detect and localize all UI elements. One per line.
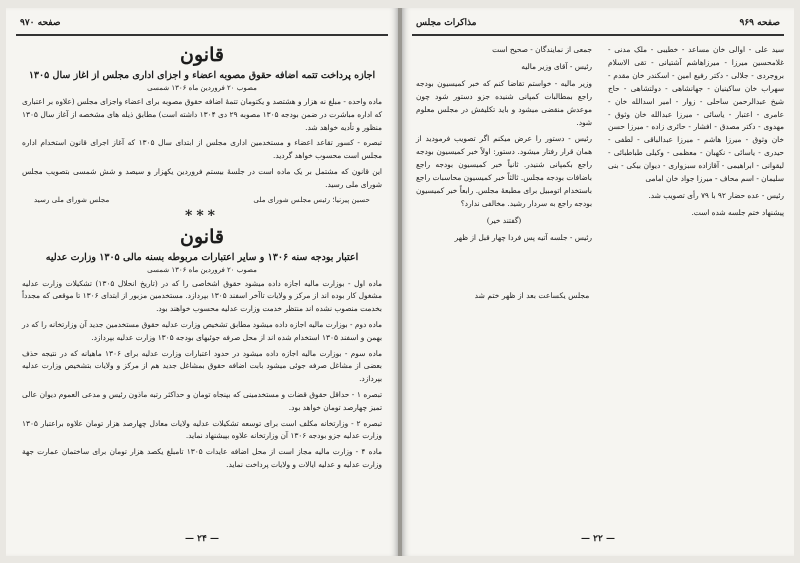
law1-signature [34, 195, 370, 204]
law2-approved: مصوب ۲۰ فروردین ماه ۱۳۰۶ شمسی [147, 265, 257, 274]
right-page-header [416, 18, 780, 32]
left-page-footer: — ۲۴ — [185, 534, 219, 544]
right-page-number: صفحه ۹۶۹ [739, 18, 780, 28]
law1-paragraph: ماده واحده - مبلغ نه هزار و هشتصد و یکتومان تتمهٔ اضافه حقوق مصوبه برای اعضاء واجزای مجلس (علاوه بر اعتباری که اداره مباشرت در ضمن بودجه ۱۳۰۵ مصوبه ۲۹ دی ۱۳۰۴ داشته است) مطابق ذیله های مشخصه از آغاز سال ۱۳۰۵ منظور و تأدیه خواهد شد. [22, 97, 382, 132]
right-column [608, 44, 784, 224]
law1-subtitle: اجازه پرداخت تتمه اضافه حقوق مصوبه اعضاء و اجزای اداری مجلس از اغاز سال ۱۳۰۵ [28, 70, 376, 81]
vote-result: رئیس - عده حضار ۹۲ با ۷۹ رأی تصویب شد. [648, 190, 784, 200]
law2-paragraph: تبصره ۱ - حداقل حقوق قضات و مستخدمینی که بپنجاه تومان و حداکثر رتبه ماذون رئیس و مدعی العموم دیوان عالی تمیز چهارصد تومان خواهد بود. [22, 389, 382, 412]
law2-title: قانون [180, 225, 224, 248]
header-rule [16, 34, 388, 36]
left-column [416, 44, 592, 249]
speech: رئیس - دستور را عرض میکنم اگر تصویب فرمودید از همان قرار رفتار میشود. دستور: اولاً خبر کمیسیون بودجه راجع بکمپانی شنیدر. ثانیاً خبر کمیسیون بودجه راجع باضافات بودجه مجلس. ثالثاً خبر کمیسیون محاسبات راجع باستخدام اتومبیل برای مطبعهٔ مجلس. رابعاً خبر کمیسیون بودجه راجع به سردار رشید. مخالفی ندارد؟ [416, 134, 592, 208]
law1-title: قانون [180, 44, 224, 66]
signature-left: مجلس شورای ملی رسید [34, 194, 110, 204]
right-page [402, 8, 794, 556]
right-page-footer: — ۲۲ — [581, 534, 615, 544]
speech: رئیس - آقای وزیر مالیه [521, 61, 592, 71]
law2-paragraph: ماده سوم - بوزارت مالیه اجازه داده میشود در حدود اعتبارات وزارت عدلیه برای ۱۳۰۶ ماهیانه که در نتیجه حذف بعضی از مشاغل صرفه جوئی میشود بابت اضافه حقوق بمشاغل جدید هم از مرکز و ولایات بتشخیص وزارت عدلیه بپردازد. [22, 348, 382, 384]
section-separator: *** [185, 207, 219, 224]
speech: جمعی از نمایندگان - صحیح است [492, 45, 592, 54]
law2-paragraph: ماده ۴ - وزارت مالیه مجاز است از محل اضافه عایدات ۱۳۰۵ تامبلغ یکصد هزار تومان برای ساختمان عمارت جهة وزارت عدلیه و عدلیه ایالات و ولایات پرداخت نماید. [22, 447, 382, 469]
audience-note: (گفتند خیر) [486, 215, 522, 225]
law2-paragraph: تبصره ۲ - وزارتخانه مکلف است برای توسعه تشکیلات عدلیه ولایات معادل چهارصد هزار تومان علاوه براعتبار ۱۳۰۵ وزارت عدلیه جزو بودجه ۱۳۰۶ آن وزارتخانه علاوه بپیشنهاد نماید. [22, 418, 383, 441]
law2-paragraph: ماده اول - بوزارت مالیه اجازه داده میشود حقوق اشخاصی را که در (تاریخ انحلال ۱۳۰۵) تشکیلات وزارت عدلیه مشغول کار بوده اند از مرکز و ولایات تاآخر اسفند ۱۳۰۵ بپردازد. مستخدمین مزبور از ابتدای ۱۳۰۶ تا موقعی که مجدداً بخدمت منصوب نشده اند منتظر خدمت وزارت عدلیه محسوب خواهند بود. [22, 278, 382, 314]
left-page-number: صفحه ۹۷۰ [20, 18, 61, 28]
signature-right: حسین پیرنیا؛ رئیس مجلس شورای ملی [253, 194, 370, 204]
next-session: رئیس - جلسه آتیه پس فردا چهار قبل از ظهر [454, 232, 592, 242]
header-rule [412, 34, 784, 36]
law1-paragraph: این قانون که مشتمل بر یک ماده است در جلسهٔ بیستم فروردین یکهزار و سیصد و شش شمسی بتصویب مجلس شورای ملی رسید. [22, 166, 382, 189]
adjourn-proposal: پیشنهاد ختم جلسه شده است. [691, 207, 784, 217]
left-page [6, 8, 398, 556]
closing-line: مجلس یکساعت بعد از ظهر ختم شد [474, 291, 590, 300]
member-list: سید علی - اوالی خان مساعد - خطیبی - ملک مدنی - غلامحسین میرزا - میرزاهاشم آشتیانی - تقی الاسلام بروجردی - جلالی - دکتر رفیع امین - اسکندر خان مقدم - سهراب خان ساکینیان - جهانشاهی - دولتشاهی - حاج شیخ عبدالرحمن ساحلی - زوار - امیر اسدالله خان - عامری - اعتبار - یاسائی - میرزا عبدالله خان وثوق - مهدوی - دکتر مصدق - افشار - حائری زاده - میرزا حسن خان وثوق - میرزا هاشم - میرزا عبدالباقی - لطفی - حیدری - یاسائی - نکهبان - معظمی - وکیلی طباطبائی - لیقوانی - ابراهیمی - آقازاده سبزواری - دیوان بیکی - بنی سلیمان - اسم محاف - میرزا جواد خان امامی [608, 45, 784, 184]
law2-paragraph: ماده دوم - بوزارت مالیه اجازه داده میشود مطابق تشخیص وزارت عدلیه حقوق مستخدمین جدید آن وزارتخانه را که در بهمن و اسفند ۱۳۰۵ استخدام شده اند از محل صرفه جوئیهای بودجه ۱۳۰۵ وزارت عدلیه بپردازد. [22, 319, 382, 342]
speech: وزیر مالیه - خواستم تقاضا کنم که خبر کمیسیون بودجه راجع بمطالبات کمپانی شنیده جزو دستور شود چون موعدش منقضی میشود و باید تکلیفش در مجلس معلوم شود. [416, 78, 592, 127]
left-page-header [20, 18, 384, 32]
law1-paragraph: تبصره - کسور تقاعد اعضاء و مستخدمین اداری مجلس از ابتدای سال ۱۳۰۵ که آغاز اجرای قانون استخدام اداره مجلس است محسوب خواهد گردید. [22, 138, 382, 161]
law1-approved: مصوب ۲۰ فروردین ماه ۱۳۰۶ شمسی [147, 84, 257, 92]
law2-subtitle: اعتبار بودجه سنه ۱۳۰۶ و سایر اعتبارات مربوطه بسنه مالی ۱۳۰۵ وزارت عدلیه [45, 251, 359, 263]
left-page-content [22, 42, 382, 475]
right-page-title: مذاکرات مجلس [416, 18, 477, 28]
